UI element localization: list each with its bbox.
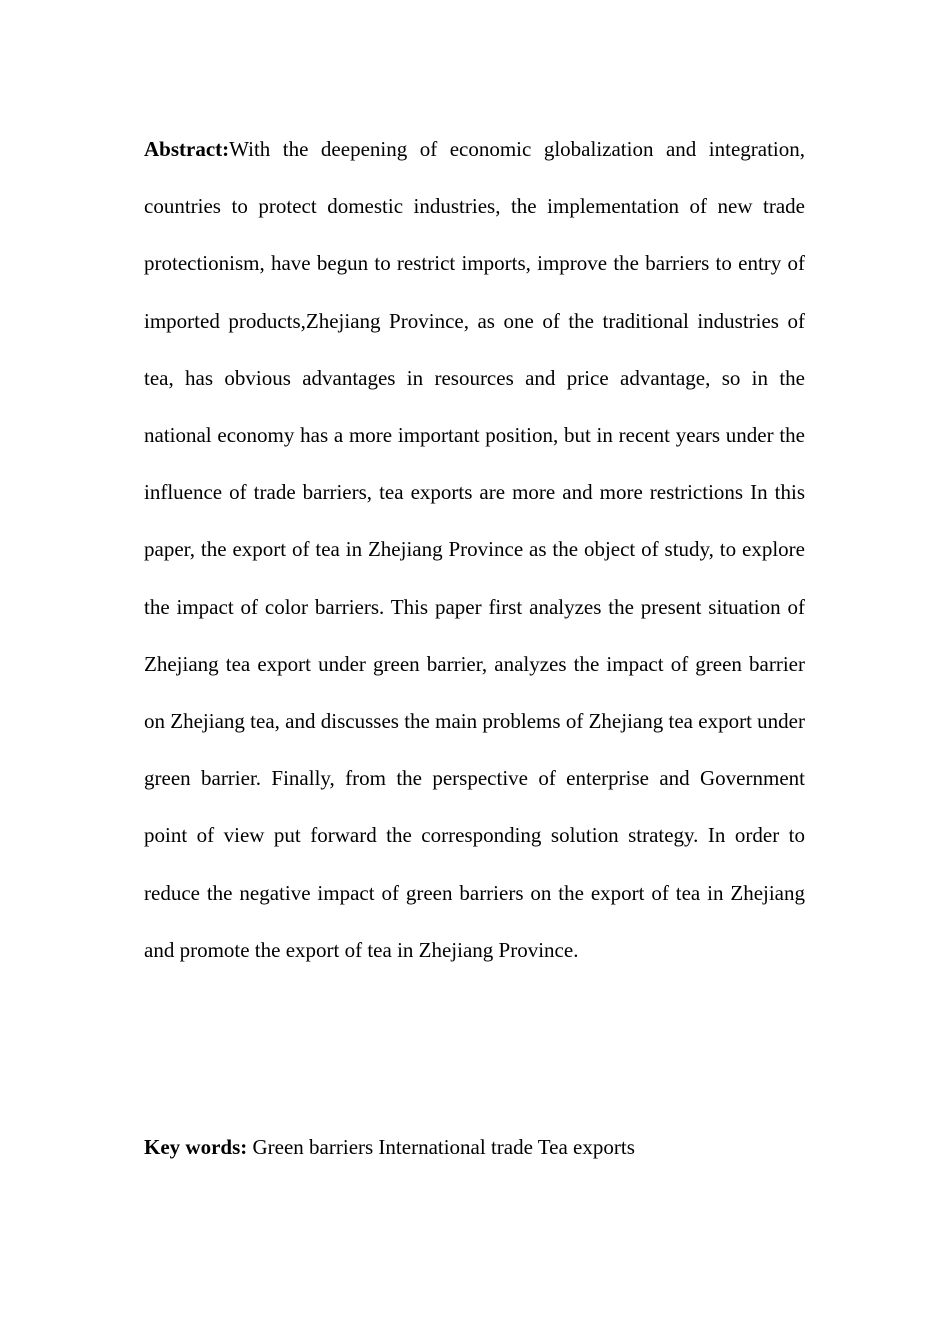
keywords-label: Key words:: [144, 1135, 248, 1159]
keywords-text: Green barriers International trade Tea exports: [252, 1135, 635, 1159]
abstract-label: Abstract:: [144, 137, 230, 161]
abstract-text: With the deepening of economic globalization and integration, countries to protect domestic industries, the implementation of new trade protectionism, have begun to restrict imports, improve the barriers to entry of imported products,Zhejiang Province, as one of the traditional industries of tea, has obvious advantages in resources and price advantage, so in the national economy has a more important position, but in recent years under the influence of trade barriers, tea exports are more and more restrictions In this paper, the export of tea in Zhejiang Province as the object of study, to explore the impact of color barriers. This paper first analyzes the present situation of Zhejiang tea export under green barrier, analyzes the impact of green barrier on Zhejiang tea, and discusses the main problems of Zhejiang tea export under green barrier. Finally, from the perspective of enterprise and Government point of view put forward the corresponding solution strategy. In order to reduce the negative impact of green barriers on the export of tea in Zhejiang and promote the export of tea in Zhejiang Province.: [144, 137, 805, 962]
keywords-line: [144, 1132, 805, 1162]
abstract-paragraph: [144, 121, 805, 979]
